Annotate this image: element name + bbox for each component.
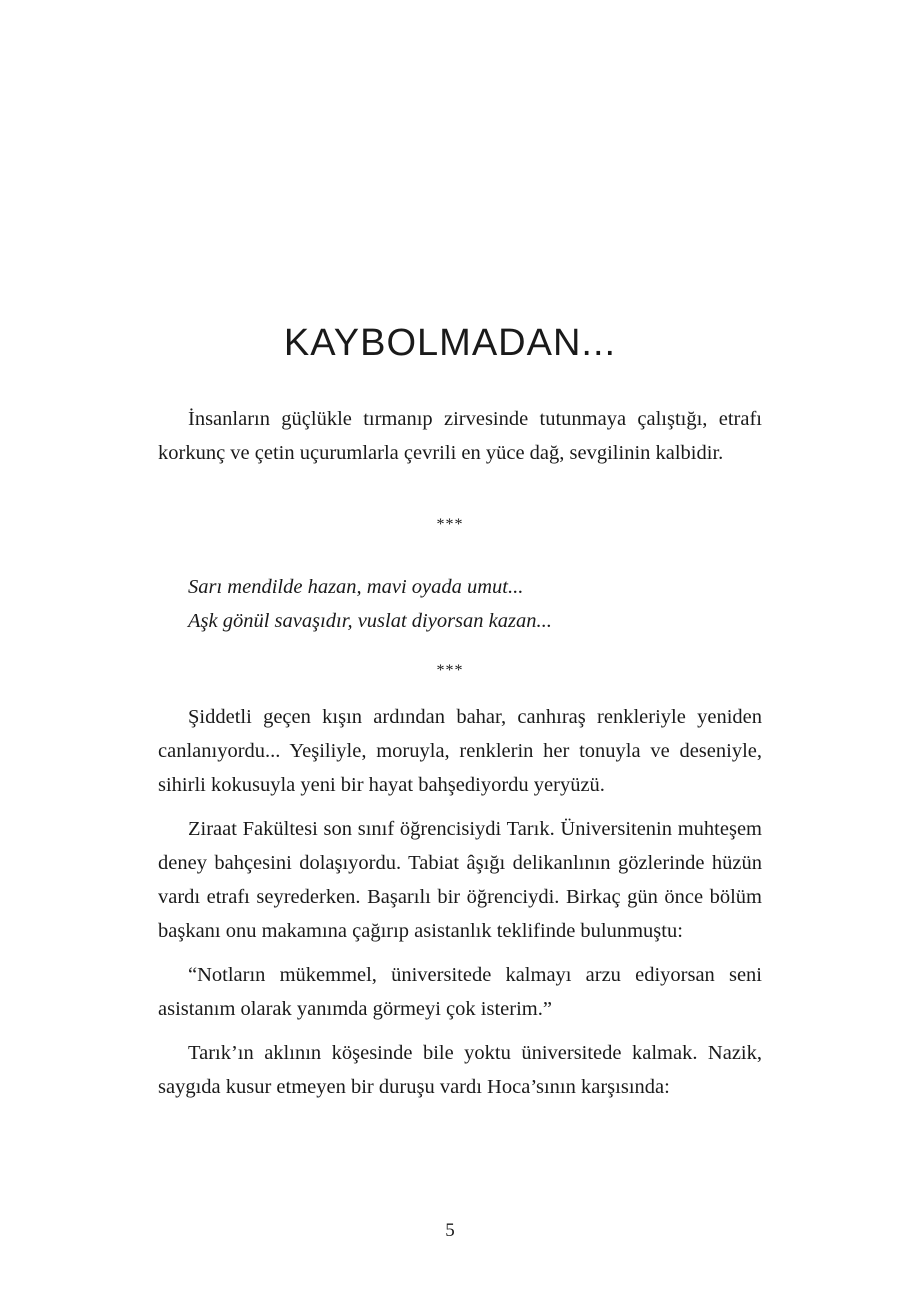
poem-line: Sarı mendilde hazan, mavi oyada umut...: [188, 576, 524, 598]
poem-line: Aşk gönül savaşıdır, vuslat diyorsan kazan...: [188, 610, 552, 632]
story-paragraph: Tarık’ın aklının köşesinde bile yoktu üniversitede kalmak. Nazik, saygıda kusur etmeyen bir duruşu vardı Hoca’sının karşısında:: [158, 1042, 762, 1098]
story-block: [158, 700, 762, 1114]
page-number: 5: [445, 1220, 455, 1241]
story-paragraph: “Notların mükemmel, üniversitede kalmayı arzu ediyorsan seni asistanım olarak yanımda görmeyi çok isterim.”: [158, 964, 762, 1020]
chapter-title: KAYBOLMADAN...: [283, 322, 617, 364]
section-separator: ***: [436, 662, 464, 679]
intro-block: [158, 402, 762, 480]
story-paragraph: Ziraat Fakültesi son sınıf öğrencisiydi Tarık. Üniversitenin muhteşem deney bahçesini dolaşıyordu. Tabiat âşığı delikanlının gözlerinde hüzün vardı etrafı seyrederken. Başarılı bir öğrenciydi. Birkaç gün önce bölüm başkanı onu makamına çağırıp asistanlık teklifinde bulunmuştu:: [158, 818, 762, 942]
section-separator: ***: [436, 516, 464, 533]
intro-paragraph: İnsanların güçlükle tırmanıp zirvesinde tutunmaya çalıştığı, etrafı korkunç ve çetin uçurumlarla çevrili en yüce dağ, sevgilinin kalbidir.: [158, 408, 762, 464]
poem-block: [188, 570, 768, 638]
story-paragraph: Şiddetli geçen kışın ardından bahar, canhıraş renkleriyle yeniden canlanıyordu... Yeşiliyle, moruyla, renklerin her tonuyla ve deseniyle, sihirli kokusuyla yeni bir hayat bahşediyordu yeryüzü.: [158, 706, 762, 796]
